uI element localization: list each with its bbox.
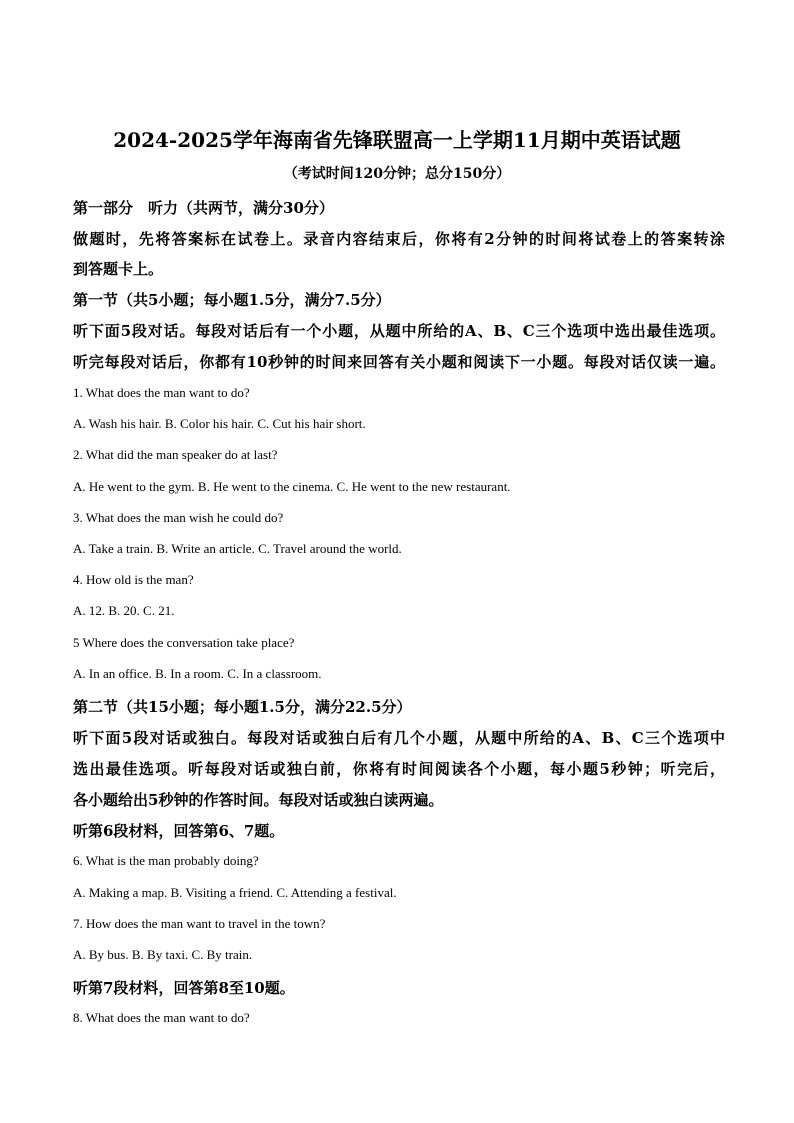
question: 4. How old is the man? xyxy=(73,572,194,587)
question: 2. What did the man speaker do at last? xyxy=(73,447,278,462)
instruction-line: 做题时，先将答案标在试卷上。录音内容结束后，你将有2分钟的时间将试卷上的答案转涂 xyxy=(73,230,725,248)
instruction-line: 听下面5段对话。每段对话后有一个小题，从题中所给的A、B、C三个选项中选出最佳选项。 xyxy=(73,322,725,340)
instruction-line: 听完每段对话后，你都有10秒钟的时间来回答有关小题和阅读下一小题。每段对话仅读一遍。 xyxy=(73,353,725,371)
answer-options: A. In an office. B. In a room. C. In a classroom. xyxy=(73,666,322,681)
instruction-line: 到答题卡上。 xyxy=(73,260,164,278)
section-two-heading: 第二节（共15小题；每小题1.5分，满分22.5分） xyxy=(73,698,412,716)
exam-title: 2024-2025学年海南省先锋联盟高一上学期11月期中英语试题 xyxy=(113,128,681,152)
question: 7. How does the man want to travel in the town? xyxy=(73,916,326,931)
answer-options: A. Take a train. B. Write an article. C. Travel around the world. xyxy=(73,541,402,556)
instruction-line: 各小题给出5秒钟的作答时间。每段对话或独白读两遍。 xyxy=(73,791,444,809)
part-one-heading: 第一部分 听力（共两节，满分30分） xyxy=(73,199,334,217)
answer-options: A. 12. B. 20. C. 21. xyxy=(73,603,175,618)
question: 3. What does the man wish he could do? xyxy=(73,510,284,525)
question: 8. What does the man want to do? xyxy=(73,1010,250,1025)
answer-options: A. By bus. B. By taxi. C. By train. xyxy=(73,947,253,962)
instruction-line: 选出最佳选项。听每段对话或独白前，你将有时间阅读各个小题，每小题5秒钟；听完后， xyxy=(73,760,725,778)
question: 5 Where does the conversation take place? xyxy=(73,635,295,650)
answer-options: A. Wash his hair. B. Color his hair. C. Cut his hair short. xyxy=(73,416,366,431)
material-heading: 听第6段材料，回答第6、7题。 xyxy=(73,822,285,840)
answer-options: A. Making a map. B. Visiting a friend. C. Attending a festival. xyxy=(73,885,397,900)
question: 1. What does the man want to do? xyxy=(73,385,250,400)
question: 6. What is the man probably doing? xyxy=(73,853,259,868)
material-heading: 听第7段材料，回答第8至10题。 xyxy=(73,979,295,997)
instruction-line: 听下面5段对话或独白。每段对话或独白后有几个小题，从题中所给的A、B、C三个选项中 xyxy=(73,729,725,747)
section-one-heading: 第一节（共5小题；每小题1.5分，满分7.5分） xyxy=(73,291,391,309)
answer-options: A. He went to the gym. B. He went to the cinema. C. He went to the new restaurant. xyxy=(73,479,511,494)
exam-subtitle: （考试时间120分钟；总分150分） xyxy=(283,166,511,182)
